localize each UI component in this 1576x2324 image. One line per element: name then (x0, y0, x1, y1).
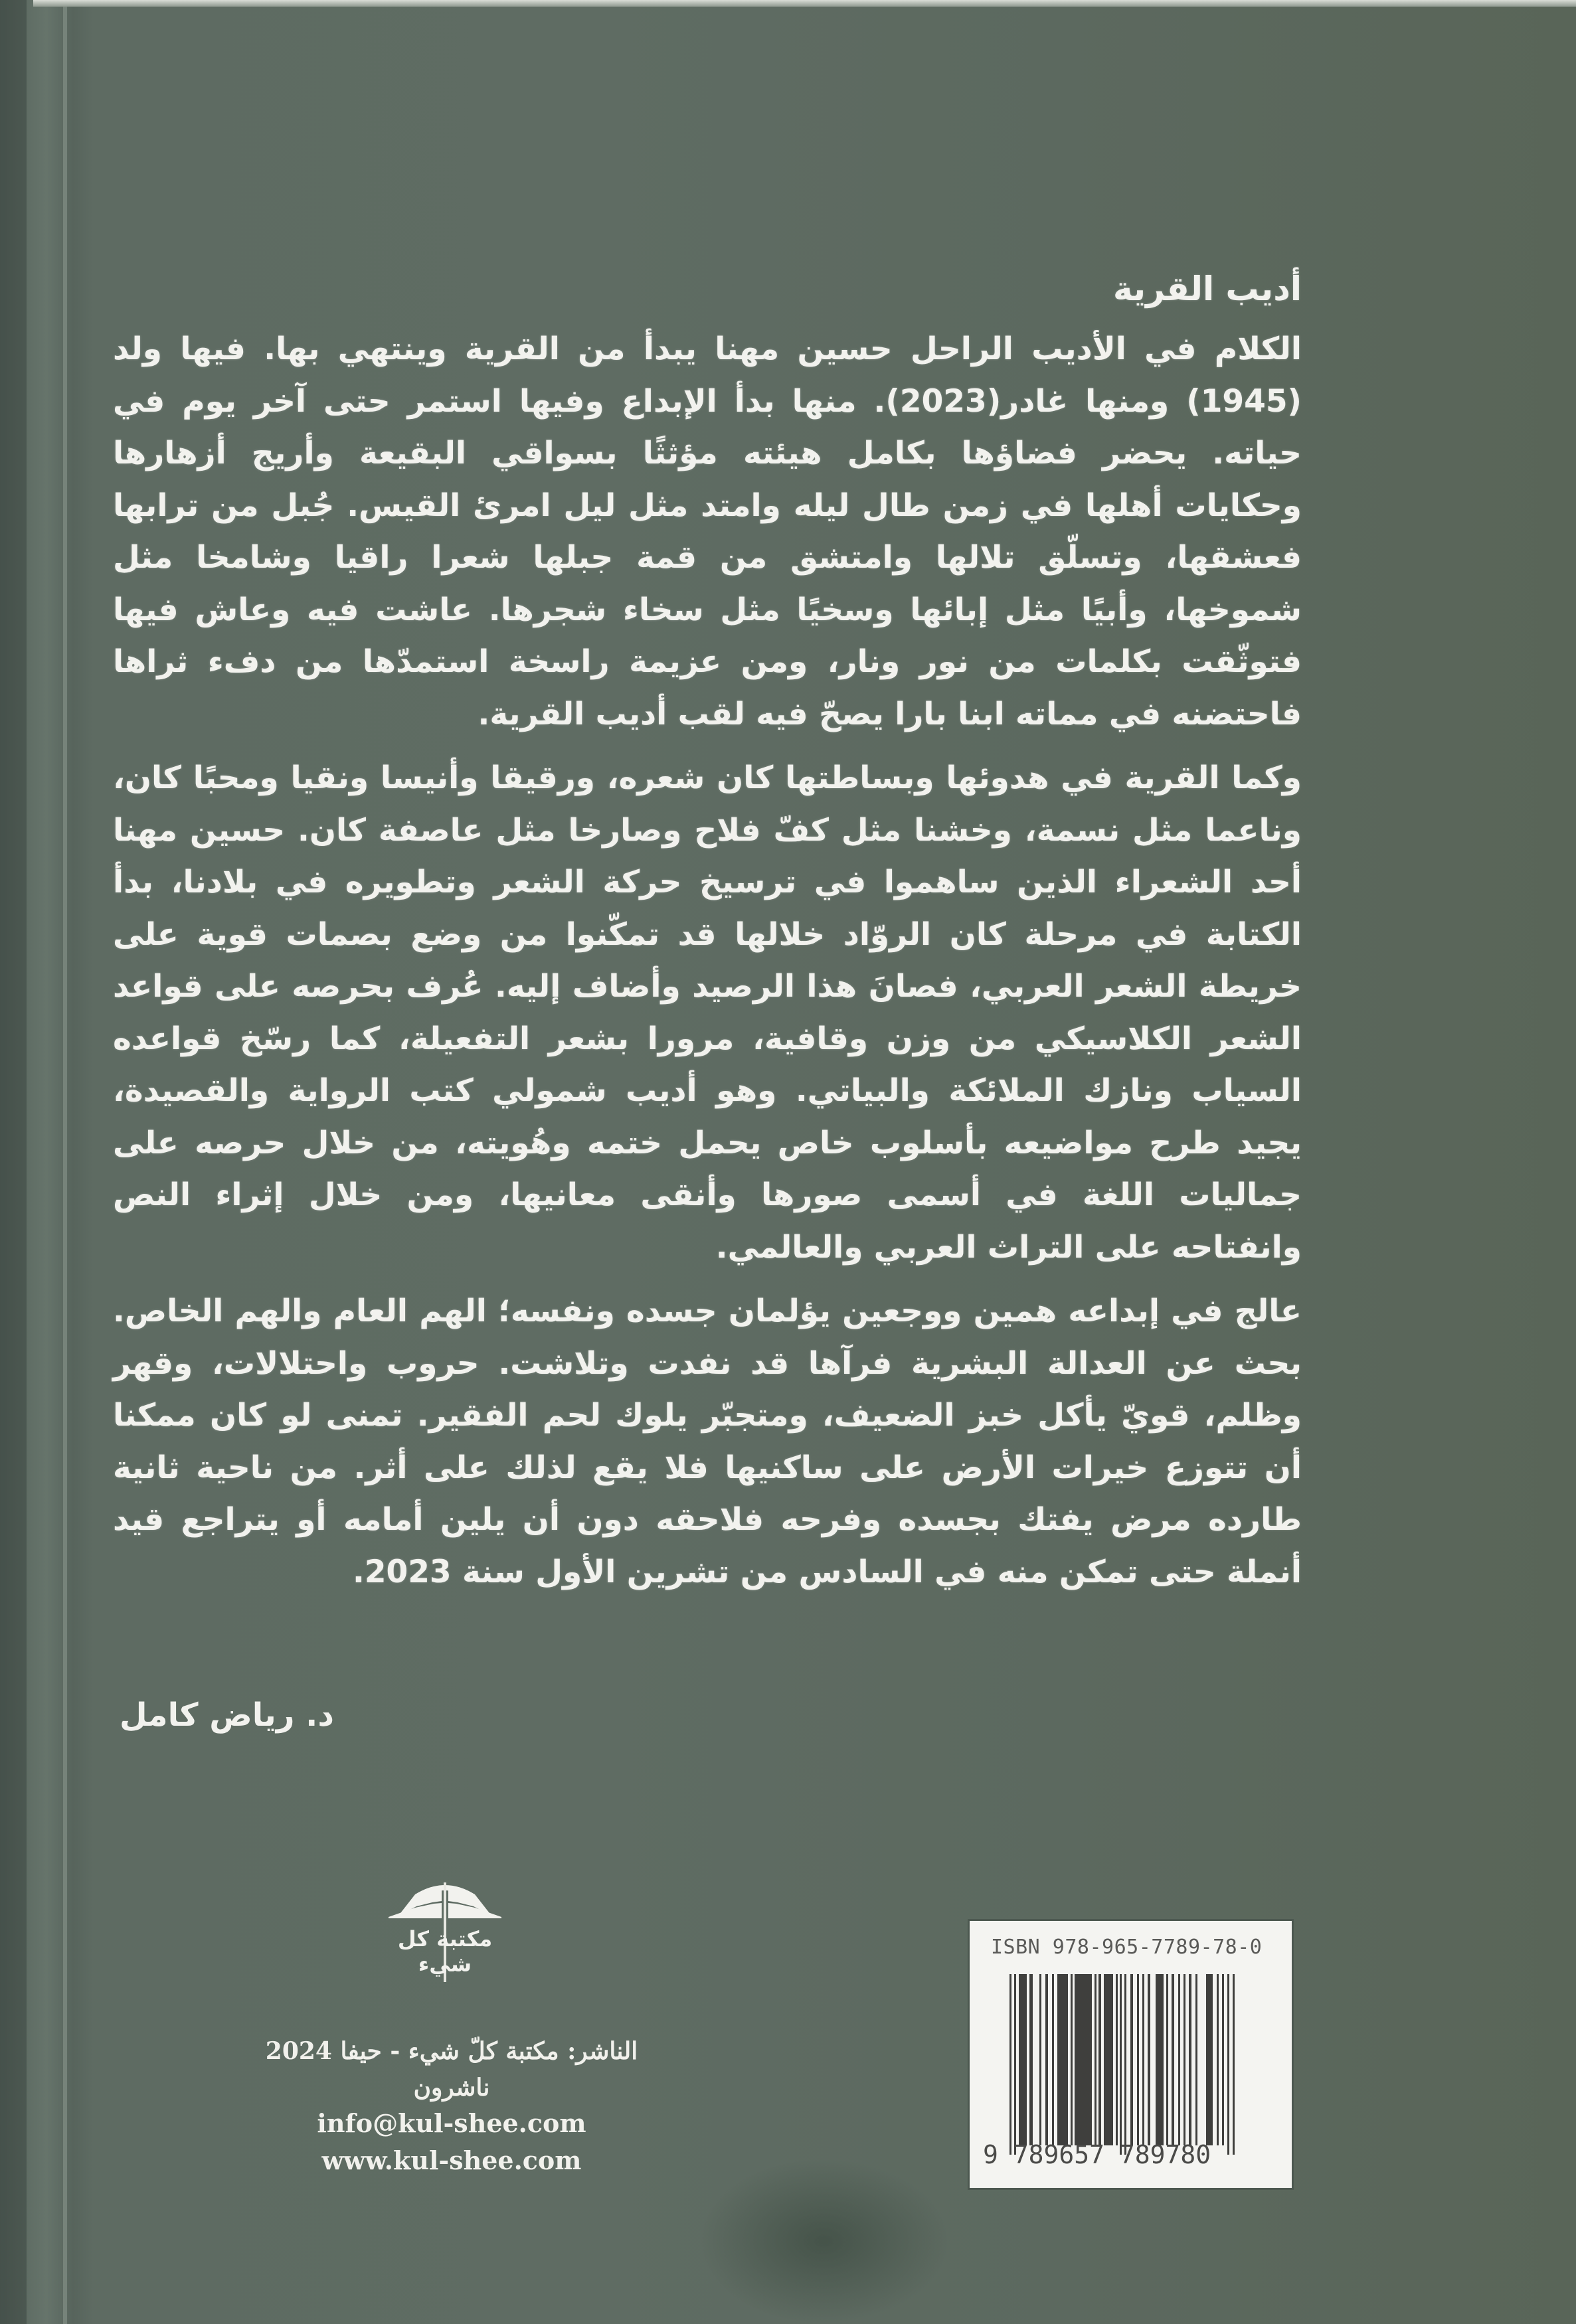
barcode-digits: 9 789657 789780 (983, 2140, 1211, 2169)
article-title: أديب القرية (1112, 270, 1302, 308)
paragraph-3: عالج في إبداعه همين ووجعين يؤلمان جسده ونفسه؛ الهم العام والهم الخاص. بحث عن العدالة البشرية فرآها قد نفدت وتلاشت. حروب واحتلالات، وقهر وظلم، قويّ يأكل خبز الضعيف، ومتجبّر يلوك لحم الفقير. تمنى لو كان ممكنا أن تتوزع خيرات الأرض على ساكنيها فلا يقع لذلك على أثر. من ناحية ثانية طارده مرض يفتك بجسده وفرحه فلاحقه دون أن يلين أمامه أو يتراجع قيد أنملة حتى تمكن منه في السادس من تشرين الأول سنة 2023. (113, 1293, 1302, 1590)
cover-top-edge (33, 0, 1576, 7)
barcode-icon (1008, 1974, 1247, 2155)
paragraph-2: وكما القرية في هدوئها وبساطتها كان شعره، ورقيقا وأنيسا ونقيا ومحبًا كان، وناعما مثل نسمة، وخشنا مثل كفّ فلاح وصارخا مثل عاصفة كان. حسين مهنا أحد الشعراء الذين ساهموا في ترسيخ حركة الشعر وتطويره في بلادنا، بدأ الكتابة في مرحلة كان الروّاد خلالها قد تمكّنوا من وضع بصمات قوية على خريطة الشعر العربي، فصانَ هذا الرصيد وأضاف إليه. عُرف بحرصه على قواعد الشعر الكلاسيكي من وزن وقافية، مرورا بشعر التفعيلة، كما رسّخ قواعده السياب ونازك الملائكة والبياتي. وهو أديب شمولي كتب الرواية والقصيدة، يجيد طرح مواضيعه بأسلوب خاص يحمل ختمه وهُويته، من خلال حرصه على جماليات اللغة في أسمى صورها وأنقى معانيها، ومن خلال إثراء النص وانفتاحه على التراث العربي والعالمي. (113, 760, 1302, 1266)
author-signature: د. رياض كامل (120, 1697, 335, 1734)
isbn-label: ISBN 978-965-7789-78-0 (991, 1936, 1263, 1959)
spine-shadow (0, 0, 27, 2324)
cover-smudge (697, 2158, 950, 2324)
spine-fold (63, 0, 67, 2324)
paragraph-1: الكلام في الأديب الراحل حسين مهنا يبدأ من القرية وينتهي بها. فيها ولد (1945) ومنها غادر(2023). منها بدأ الإبداع وفيها استمر حتى آخر يوم في حياته. يحضر فضاؤها بكامل هيئته مؤثثًا بسواقي البقيعة وأريج أزهارها وحكايات أهلها في زمن طال ليله وامتد مثل ليل امرئ القيس. جُبل من ترابها فعشقها، وتسلّق تلالها وامتشق من قمة جبلها شعرا راقيا وشامخا مثل شموخها، وأبيًا مثل إبائها وسخيًا مثل سخاء شجرها. عاشت فيه وعاش فيها فتوثّقت بكلمات من نور ونار، ومن عزيمة راسخة استمدّها من دفء ثراها فاحتضنه في مماته ابنا بارا يصحّ فيه لقب أديب القرية. (113, 331, 1302, 732)
publisher-email: info@kul-shee.com (317, 2108, 586, 2138)
publisher-line: الناشر: مكتبة كلّ شيء - حيفا 2024 (265, 2037, 638, 2065)
publisher-website: www.kul-shee.com (321, 2145, 582, 2175)
publisher-subtitle: ناشرون (413, 2074, 490, 2102)
isbn-barcode-box (970, 1921, 1292, 2188)
logo-text: مكتبة كل شيء (397, 1926, 493, 1977)
publisher-info (252, 2032, 651, 2179)
publisher-logo (369, 1863, 521, 1989)
back-cover-text (113, 262, 1302, 1610)
